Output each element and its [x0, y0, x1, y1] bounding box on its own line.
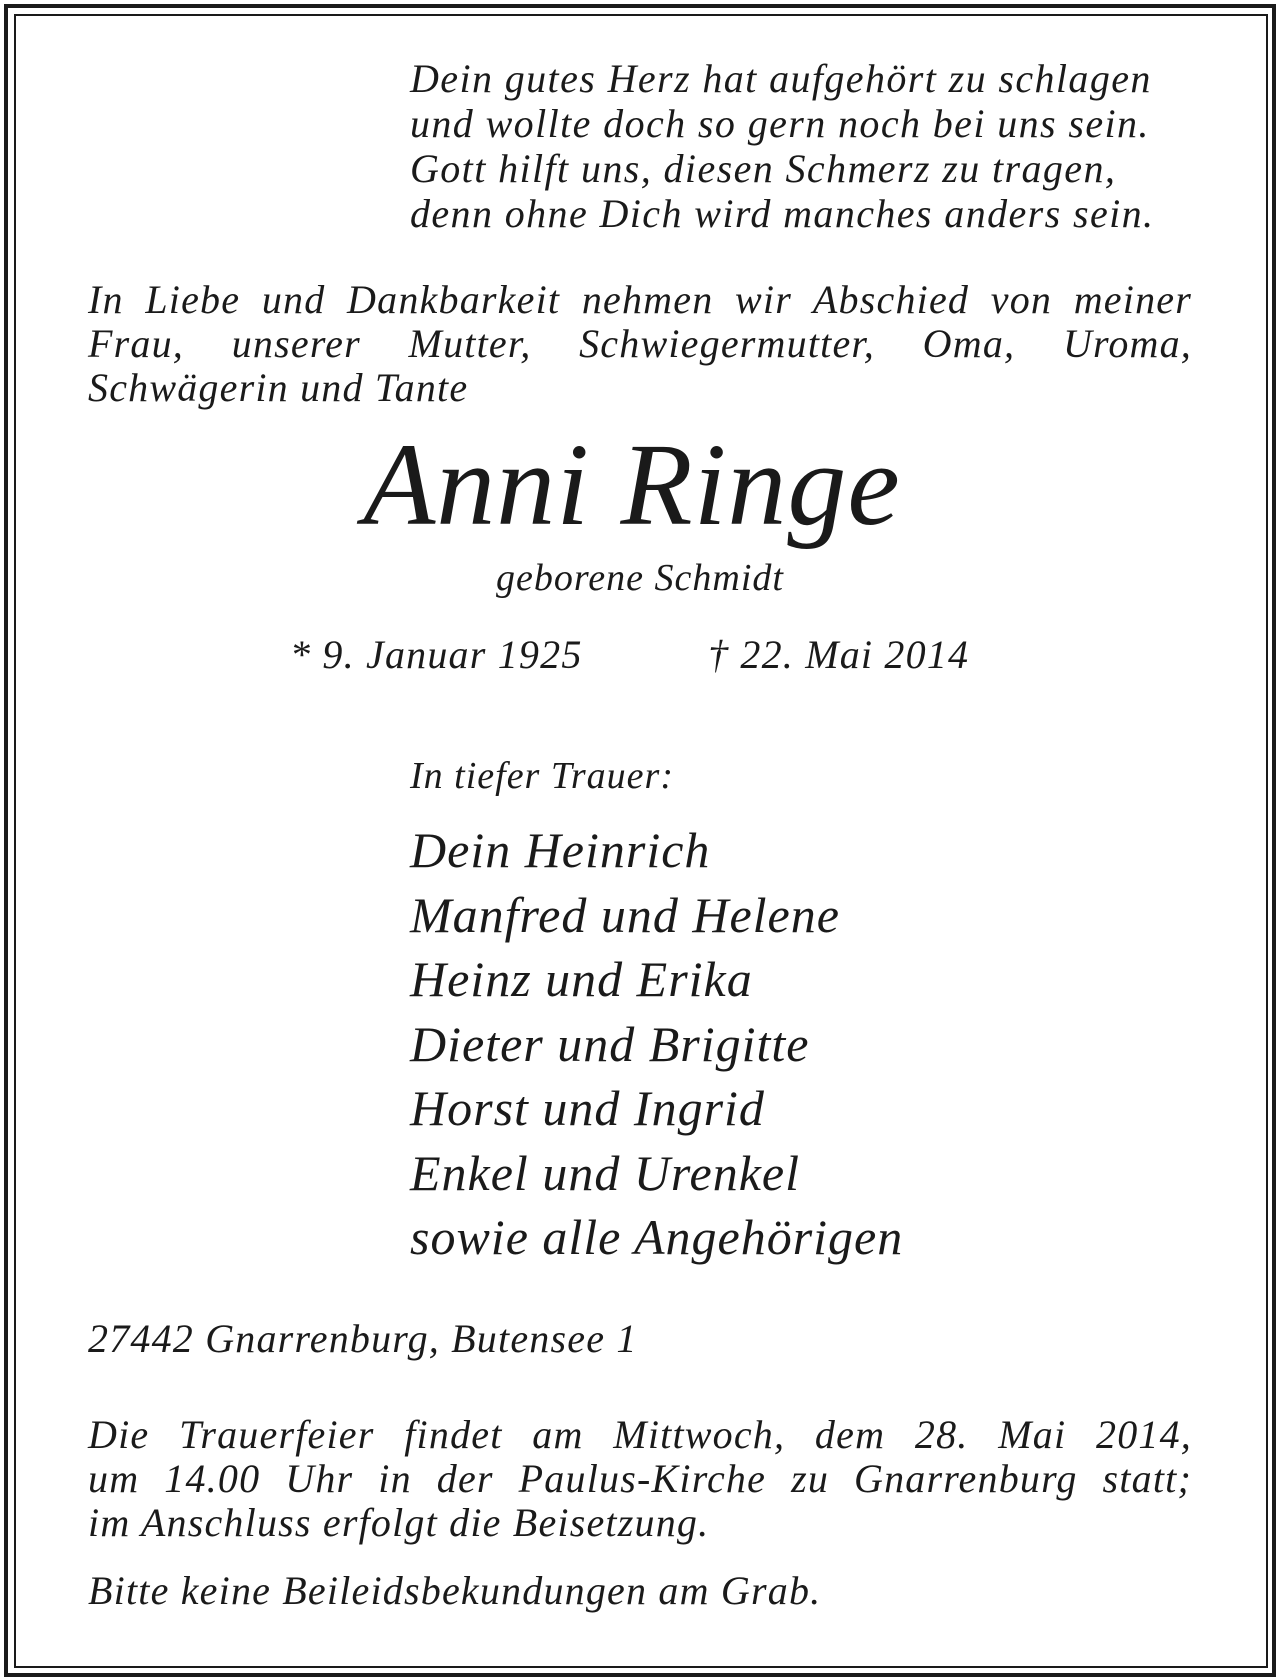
- ceremony-notice: [88, 1413, 1192, 1545]
- poem: [410, 56, 1154, 236]
- condolence-request: Bitte keine Beileidsbekundungen am Grab.: [88, 1568, 822, 1613]
- mourner-name: Enkel und Urenkel: [410, 1144, 800, 1201]
- mourners-list: [410, 818, 903, 1270]
- mourner-name: Horst und Ingrid: [410, 1080, 765, 1136]
- deceased-name: [0, 420, 1280, 550]
- ceremony-line: um 14.00 Uhr in der Paulus-Kirche zu Gnarrenburg statt;: [88, 1456, 1192, 1501]
- poem-line: und wollte doch so gern noch bei uns sein.: [410, 101, 1150, 146]
- maiden-name: [0, 556, 1280, 600]
- birth-date: * 9. Januar 1925: [290, 632, 583, 677]
- ceremony-line: im Anschluss erfolgt die Beisetzung.: [88, 1500, 710, 1545]
- poem-line: denn ohne Dich wird manches anders sein.: [410, 191, 1155, 236]
- mourning-label: In tiefer Trauer:: [410, 755, 674, 797]
- mourner-name: Manfred und Helene: [410, 886, 840, 943]
- intro-line: In Liebe und Dankbarkeit nehmen wir Abschied von meiner: [88, 277, 1192, 322]
- family-address: 27442 Gnarrenburg, Butensee 1: [88, 1316, 638, 1361]
- mourner-name: Dieter und Brigitte: [410, 1015, 810, 1072]
- farewell-intro: [88, 278, 1192, 410]
- poem-line: Dein gutes Herz hat aufgehört zu schlagen: [410, 56, 1152, 101]
- mourner-name: Dein Heinrich: [410, 822, 711, 878]
- deceased-name-text: Anni Ringe: [363, 419, 901, 550]
- maiden-name-text: geborene Schmidt: [496, 557, 784, 599]
- death-date: † 22. Mai 2014: [708, 632, 970, 677]
- intro-line: Frau, unserer Mutter, Schwiegermutter, Oma, Uroma,: [88, 321, 1192, 366]
- poem-line: Gott hilft uns, diesen Schmerz zu tragen,: [410, 146, 1117, 191]
- mourner-name: Heinz und Erika: [410, 951, 753, 1007]
- intro-line: Schwägerin und Tante: [88, 365, 469, 410]
- mourner-name: sowie alle Angehörigen: [410, 1209, 904, 1265]
- ceremony-line: Die Trauerfeier findet am Mittwoch, dem 28. Mai 2014,: [88, 1412, 1192, 1457]
